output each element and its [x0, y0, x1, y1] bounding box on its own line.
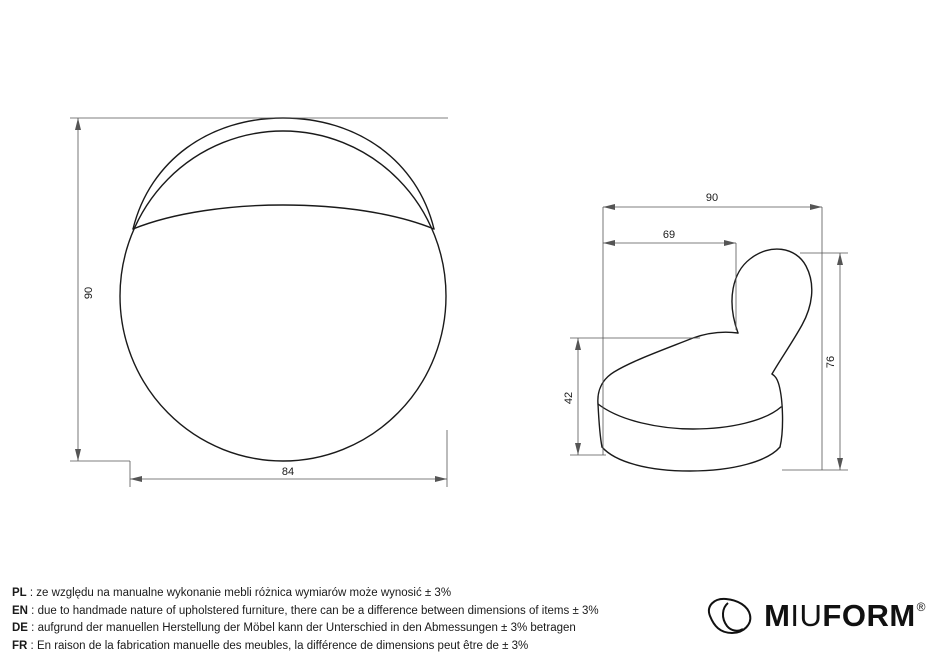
note-de: DE : aufgrund der manuellen Herstellung der Möbel kann der Unterschied in den Abmessungen ± 3% betragen: [12, 622, 576, 634]
bean-shape-icon: [702, 596, 756, 636]
note-fr: FR : En raison de la fabrication manuelle des meubles, la différence de dimensions peut être de ± 3%: [12, 639, 529, 652]
note-de-code: DE: [12, 622, 28, 634]
note-de-text: aufgrund der manuellen Herstellung der Möbel kann der Unterschied in den Abmessungen ± 3% betragen: [37, 622, 576, 634]
note-en: EN : due to handmade nature of upholstered furniture, there can be a difference between dimensions of items ± 3%: [12, 604, 599, 617]
brand-name-thin: IU: [790, 598, 823, 633]
note-fr-code: FR: [12, 639, 28, 652]
front-view-outline: [120, 118, 446, 461]
brand-wordmark: [764, 598, 926, 634]
dim-side-depth-seat: 69: [662, 229, 676, 241]
brand-logo: [702, 596, 926, 636]
note-pl-code: PL: [12, 587, 27, 599]
dim-front-height: 90: [83, 286, 95, 300]
brand-name-bold: M: [764, 598, 791, 633]
note-en-code: EN: [12, 604, 28, 617]
dim-side-height-seat: 42: [563, 391, 575, 405]
brand-name-bold2: FORM: [822, 598, 916, 633]
brand-registered-mark: ®: [916, 600, 926, 614]
note-pl-text: ze względu na manualne wykonanie mebli różnica wymiarów może wynosić ± 3%: [36, 587, 452, 599]
side-view-outline: [598, 249, 812, 471]
disclaimer-notes: [12, 585, 652, 655]
dim-side-height-total: 76: [825, 355, 837, 369]
note-pl: PL : ze względu na manualne wykonanie mebli różnica wymiarów może wynosić ± 3%: [12, 587, 452, 599]
note-en-text: due to handmade nature of upholstered furniture, there can be a difference between dimensions of items ± 3%: [37, 604, 599, 617]
note-fr-text: En raison de la fabrication manuelle des meubles, la différence de dimensions peut être de ± 3%: [36, 639, 529, 652]
dim-front-width: 84: [281, 466, 295, 478]
dim-side-depth-total: 90: [705, 192, 719, 204]
